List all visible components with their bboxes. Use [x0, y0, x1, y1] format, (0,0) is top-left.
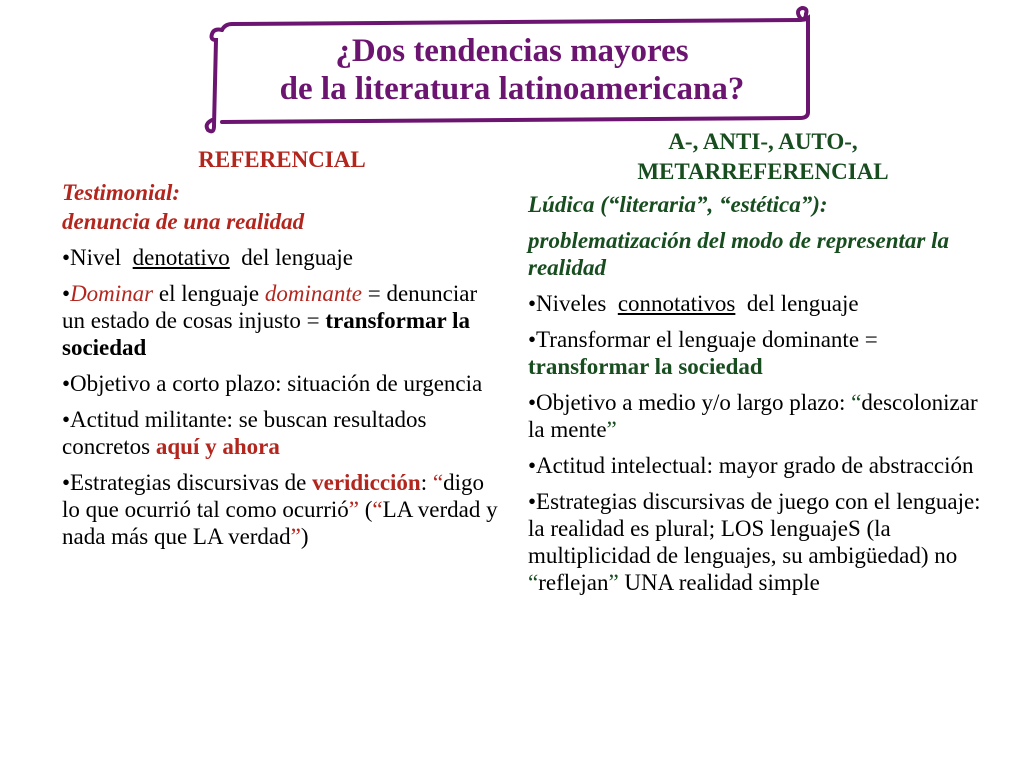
quote-mark: ” — [606, 417, 617, 442]
text: •Transformar el lenguaje dominante = — [528, 327, 878, 352]
right-bullet-5 — [528, 488, 998, 596]
text: UNA realidad simple — [618, 570, 820, 595]
text: •Estrategias discursivas de juego con el lenguaje: la realidad es plural; LOS lenguajeS (la multiplicidad de lenguajes, su ambigüedad) no — [528, 489, 981, 568]
left-heading: REFERENCIAL — [198, 147, 366, 172]
right-column — [528, 128, 998, 605]
text: el lenguaje — [153, 281, 265, 306]
underlined-term: denotativo — [132, 245, 230, 270]
text: = denunciar un estado de cosas injusto = — [62, 281, 478, 333]
slide-title — [222, 32, 802, 108]
left-bullet-4 — [62, 406, 502, 460]
left-subheading-2: denuncia de una realidad — [62, 209, 305, 234]
bold-term: transformar la sociedad — [62, 308, 470, 360]
text: •Estrategias discursivas de — [62, 470, 313, 495]
text: •Objetivo a medio y/o largo plazo: — [528, 390, 852, 415]
underlined-term: connotativos — [617, 291, 736, 316]
right-heading-1: A-, ANTI-, AUTO-, — [668, 129, 858, 154]
text: •Nivel — [62, 245, 133, 270]
quote-mark: ” — [348, 497, 359, 522]
quote-mark: “ — [528, 570, 539, 595]
text: ( — [359, 497, 373, 522]
text: ) — [300, 524, 309, 549]
bold-term: veridicción — [312, 470, 421, 495]
quote-mark: “ — [432, 470, 444, 495]
quote-mark: ” — [290, 524, 301, 549]
text: reflejan — [538, 570, 609, 595]
left-bullet-2: •Dominar el lenguaje dominante = denunciar un estado de cosas injusto = transformar la sociedad — [62, 281, 478, 360]
right-bullet-1 — [528, 290, 998, 317]
quote-mark: “ — [372, 497, 383, 522]
text: : — [420, 470, 433, 495]
right-heading-2: METARREFERENCIAL — [637, 159, 889, 184]
text: digo lo que ocurrió tal como ocurrió — [62, 470, 484, 522]
quote-mark: ” — [608, 570, 619, 595]
left-bullet-5 — [62, 469, 502, 550]
bold-term: aquí y ahora — [155, 434, 280, 459]
banner-top-edge — [222, 14, 806, 30]
left-bullet-1 — [62, 244, 502, 271]
left-bullet-3: •Objetivo a corto plazo: situación de urgencia — [62, 371, 483, 396]
italic-term: Dominar — [70, 281, 154, 306]
text: descolonizar la mente — [528, 390, 978, 442]
quote-mark: “ — [851, 390, 862, 415]
banner-left-roll — [207, 30, 222, 132]
text: •Actitud militante: se buscan resultados concretos — [62, 407, 427, 459]
text: •Niveles — [528, 291, 618, 316]
right-subheading-1: Lúdica (“literaria”, “estética”): — [528, 192, 828, 217]
right-bullet-4: •Actitud intelectual: mayor grado de abstracción — [528, 453, 974, 478]
right-bullet-2 — [528, 326, 998, 380]
left-column — [62, 146, 502, 559]
title-line-2: de la literatura latinoamericana? — [279, 71, 745, 107]
right-subheading-2: problematización del modo de representar la realidad — [528, 228, 950, 280]
title-line-1: ¿Dos tendencias mayores — [335, 33, 689, 69]
text: LA verdad y nada más que LA verdad — [62, 497, 498, 549]
text: del lenguaje — [735, 291, 859, 316]
italic-term: dominante — [264, 281, 362, 306]
banner-bottom-edge — [222, 112, 808, 122]
right-bullet-3 — [528, 389, 998, 443]
left-subheading-1: Testimonial: — [62, 180, 180, 205]
text: del lenguaje — [229, 245, 354, 270]
bold-term: transformar la sociedad — [528, 354, 763, 379]
